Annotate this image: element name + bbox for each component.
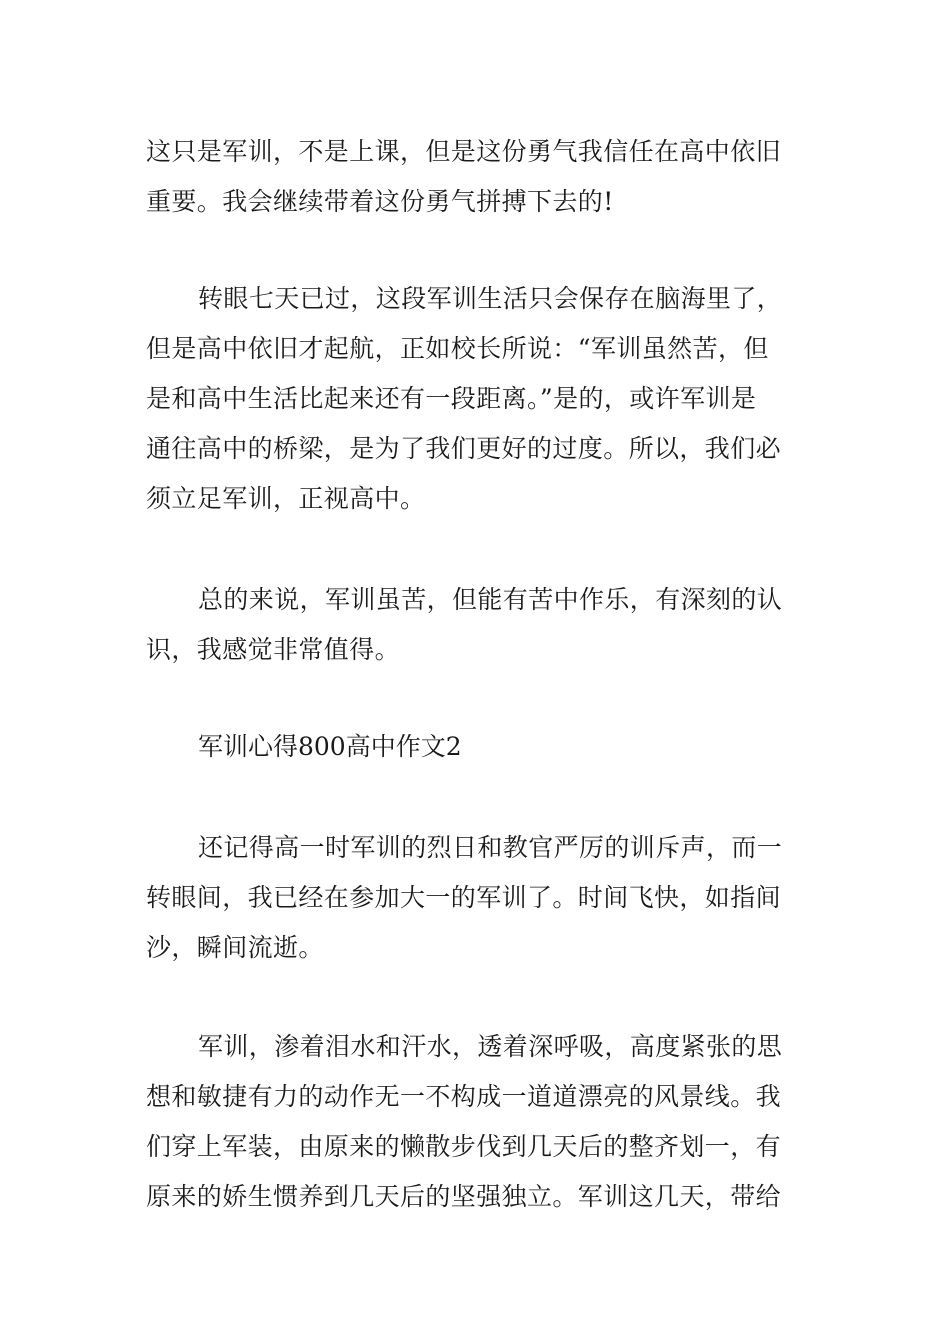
paragraph-line: 转眼七天已过，这段军训生活只会保存在脑海里了，	[198, 284, 783, 313]
paragraph-line: 重要。我会继续带着这份勇气拼搏下去的!	[146, 187, 614, 216]
paragraph-line: 通往高中的桥梁，是为了我们更好的过度。所以，我们必	[146, 434, 782, 463]
paragraph-line: 军训，渗着泪水和汗水，透着深呼吸，高度紧张的思	[198, 1032, 783, 1061]
paragraph-2	[146, 274, 806, 524]
paragraph-line: 是和高中生活比起来还有一段距离。”是的，或许军训是	[146, 384, 757, 413]
section-heading: 军训心得800高中作文2	[198, 732, 462, 761]
paragraph-line: 这只是军训，不是上课，但是这份勇气我信任在高中依旧	[146, 137, 782, 166]
paragraph-line: 但是高中依旧才起航，正如校长所说：“军训虽然苦，但	[146, 334, 769, 363]
paragraph-line: 们穿上军装，由原来的懒散步伐到几天后的整齐划一，有	[146, 1132, 782, 1161]
paragraph-line: 识，我感觉非常值得。	[146, 635, 401, 664]
paragraph-line: 想和敏捷有力的动作无一不构成一道道漂亮的风景线。我	[146, 1082, 782, 1111]
paragraph-line: 原来的娇生惯养到几天后的坚强独立。军训这几天，带给	[146, 1182, 782, 1211]
paragraph-5	[146, 1022, 806, 1222]
paragraph-line: 须立足军训，正视高中。	[146, 484, 426, 513]
paragraph-1	[146, 127, 806, 227]
paragraph-4	[146, 823, 806, 973]
paragraph-line: 转眼间，我已经在参加大一的军训了。时间飞快，如指间	[146, 883, 782, 912]
paragraph-line: 总的来说，军训虽苦，但能有苦中作乐，有深刻的认	[198, 585, 783, 614]
paragraph-line: 还记得高一时军训的烈日和教官严厉的训斥声，而一	[198, 833, 783, 862]
paragraph-3	[146, 575, 806, 675]
paragraph-line: 沙，瞬间流逝。	[146, 933, 324, 962]
